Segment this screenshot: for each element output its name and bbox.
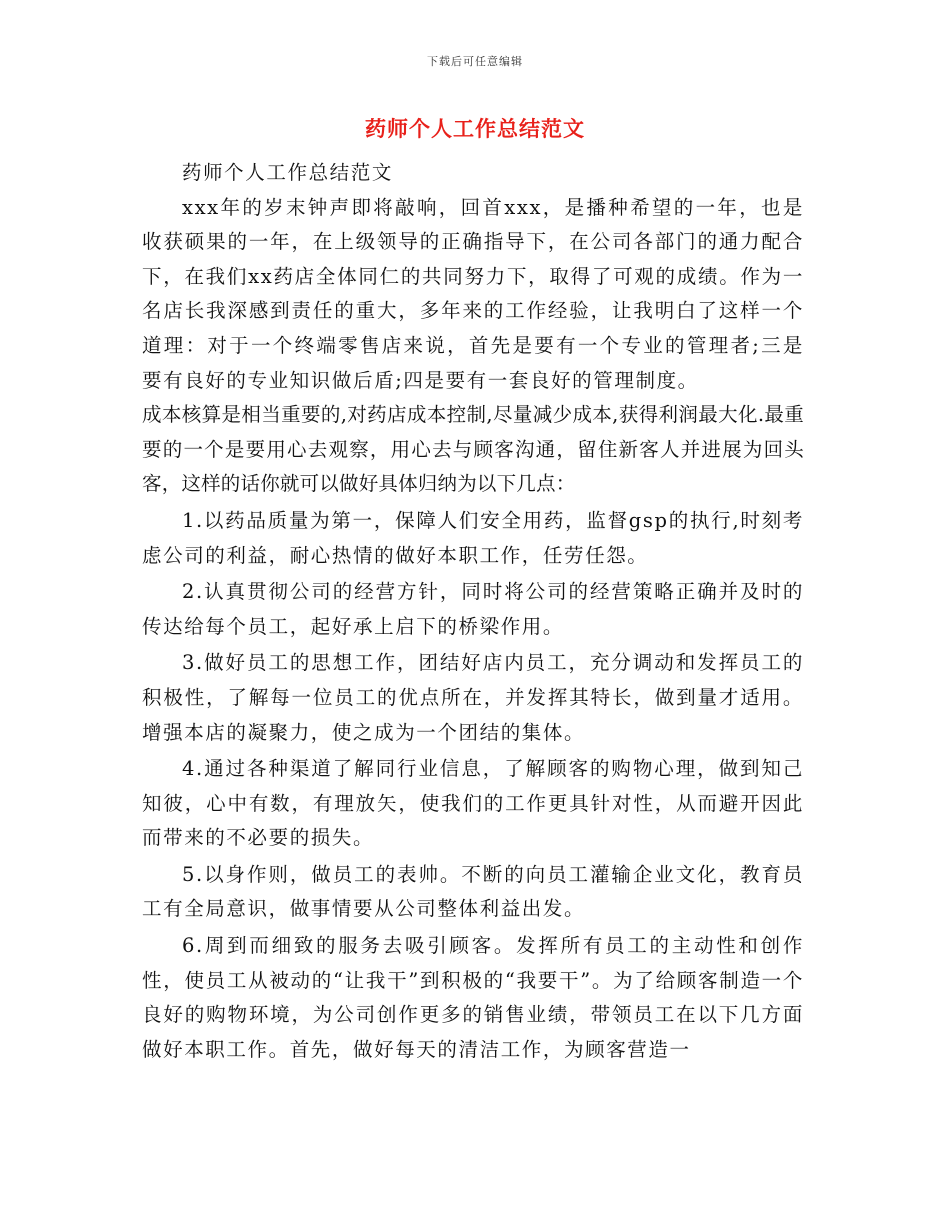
list-item-1: 1.以药品质量为第一，保障人们安全用药，监督gsp的执行,时刻考虑公司的利益，耐心热情的做好本职工作，任劳任怨。 [142, 508, 804, 567]
list-item-5: 5.以身作则，做员工的表帅。不断的向员工灌输企业文化，教育员工有全局意识，做事情要从公司整体利益出发。 [142, 862, 804, 921]
list-item-4: 4.通过各种渠道了解同行业信息，了解顾客的购物心理，做到知己知彼，心中有数，有理放矢，使我们的工作更具针对性，从而避开因此而带来的不必要的损失。 [142, 757, 804, 850]
subtitle-paragraph: 药师个人工作总结范文 [181, 161, 393, 184]
list-item-2: 2.认真贯彻公司的经营方针，同时将公司的经营策略正确并及时的 传达给每个员工，起好承上启下的桥梁作用。 [142, 580, 804, 638]
document-body [142, 156, 804, 1067]
intro-paragraph: xxx年的岁末钟声即将敲响，回首xxx，是播种希望的一年，也是收获硕果的一年，在上级领导的正确指导下，在公司各部门的通力配合下，在我们xx药店全体同仁的共同努力下，取得了可观的成绩。作为一名店长我深感到责任的重大，多年来的工作经验，让我明白了这样一个道理：对于一个终端零售店来说，首先是要有一个专业的管理者;三是要有良好的专业知识做后盾;四是要有一套良好的管理制度。 [142, 195, 804, 392]
list-item-6: 6.周到而细致的服务去吸引顾客。发挥所有员工的主动性和创作性，使员工从被动的“让我干”到积极的“我要干”。为了给顾客制造一个良好的购物环境，为公司创作更多的销售业绩，带领员工在以下几方面做好本职工作。首先，做好每天的清洁工作，为顾客营造一 [142, 934, 804, 1061]
list-item-3: 3.做好员工的思想工作，团结好店内员工，充分调动和发挥员工的积极性，了解每一位员工的优点所在，并发挥其特长，做到量才适用。增强本店的凝聚力，使之成为一个团结的集体。 [142, 651, 804, 744]
document-title: 药师个人工作总结范文 [365, 117, 585, 141]
cost-paragraph: 成本核算是相当重要的,对药店成本控制,尽量减少成本,获得利润最大化.最重要的一个是要用心去观察，用心去与顾客沟通，留住新客人并进展为回头客，这样的话你就可以做好具体归纳为以下几点： [142, 403, 804, 496]
header-note: 下载后可任意编辑 [427, 55, 523, 68]
